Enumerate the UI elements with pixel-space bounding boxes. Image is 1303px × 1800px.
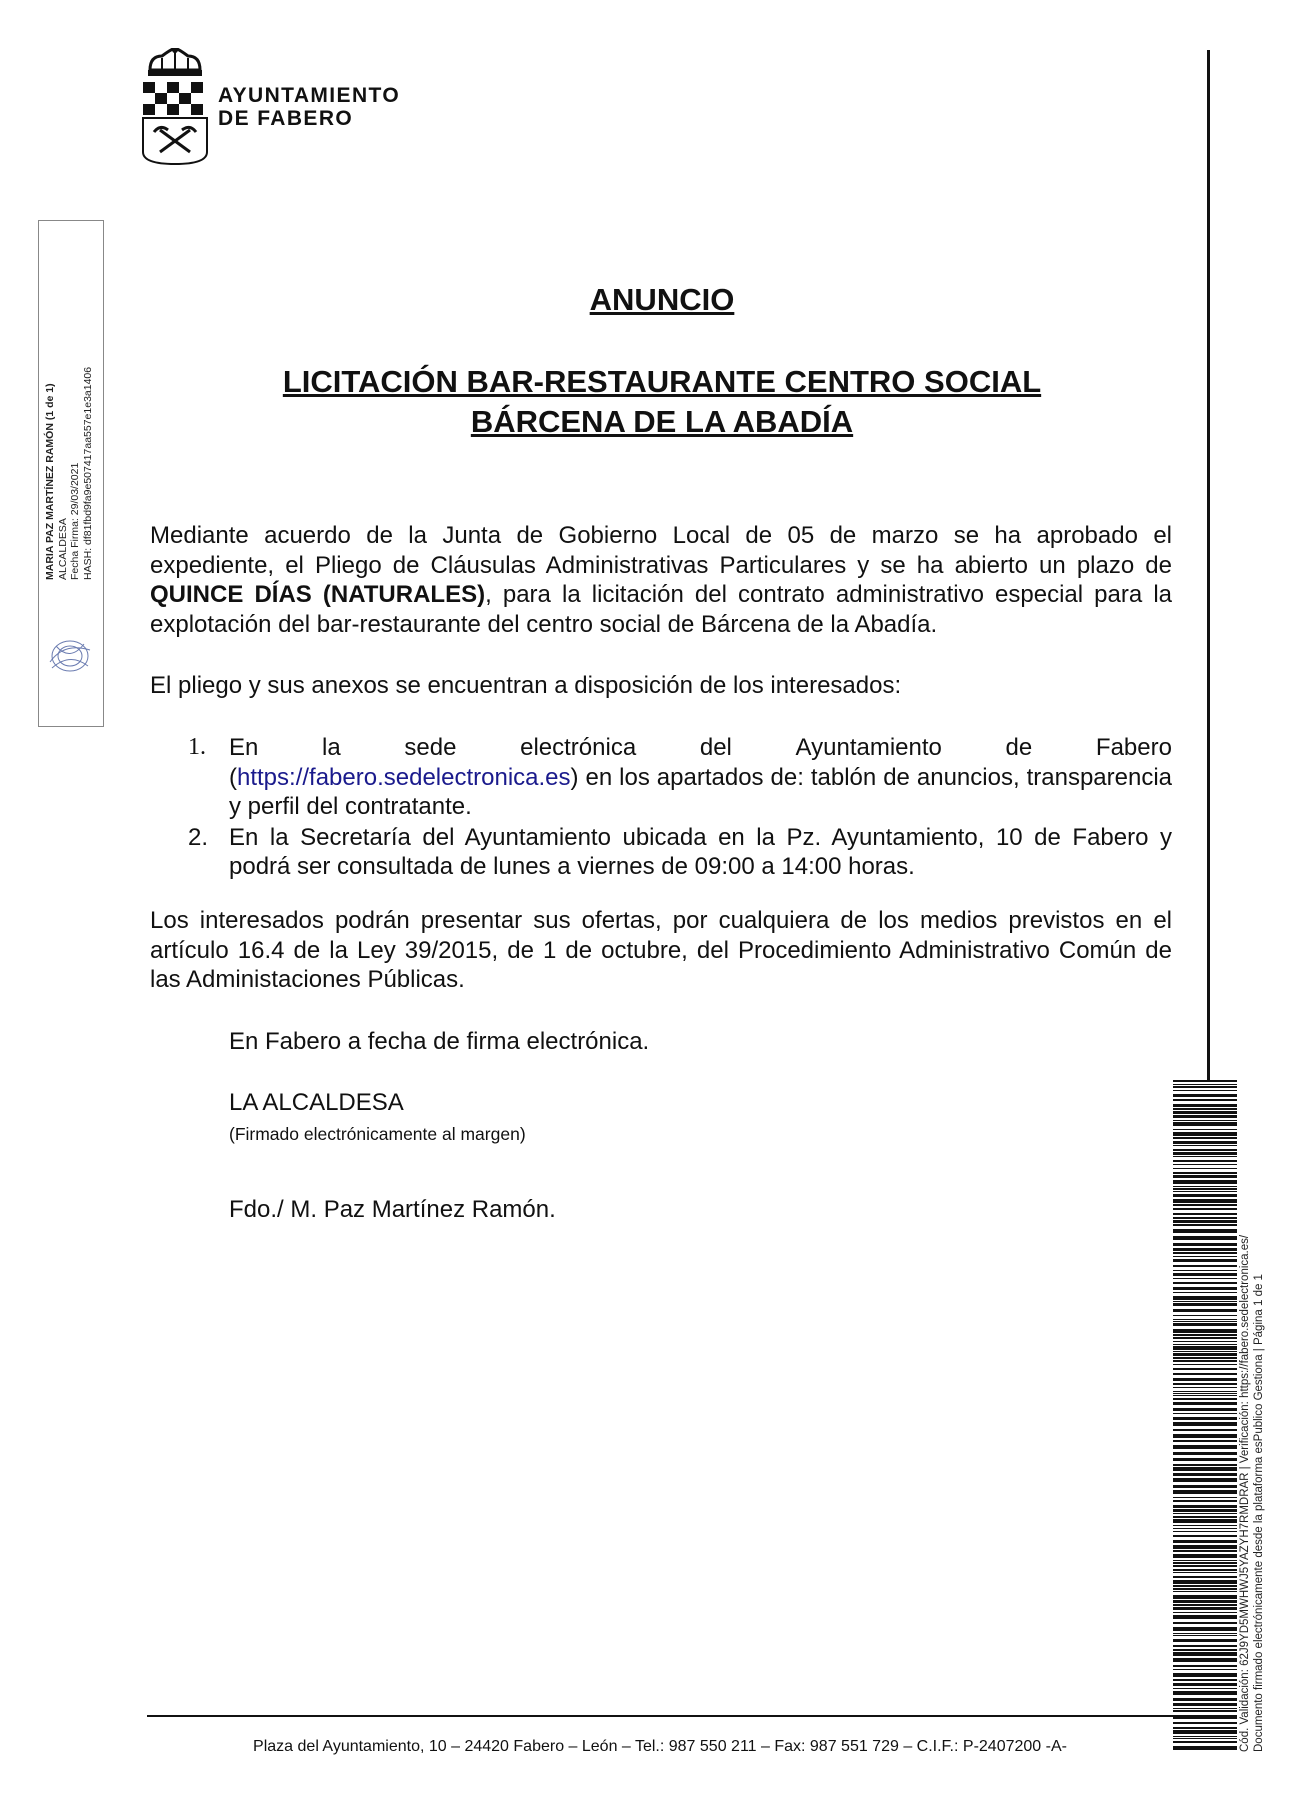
barcode-bar [1173, 1591, 1237, 1592]
barcode-bar [1173, 1395, 1237, 1396]
list-item-number: 1. [188, 734, 206, 760]
barcode-bar [1173, 1208, 1237, 1210]
barcode-bar [1173, 1464, 1237, 1466]
barcode-bar [1173, 1122, 1237, 1126]
barcode-bar [1173, 1160, 1237, 1162]
barcode-bar [1173, 1337, 1237, 1339]
barcode-bar [1173, 1303, 1237, 1306]
barcode-bar [1173, 1373, 1237, 1375]
sede-electronica-link[interactable]: https://fabero.sedelectronica.es [237, 763, 571, 791]
barcode-bar [1173, 1531, 1237, 1532]
barcode-bar [1173, 1673, 1237, 1677]
deadline-emphasis: QUINCE DÍAS (NATURALES) [150, 581, 486, 608]
barcode-bar [1173, 1301, 1237, 1302]
paragraph-offers: Los interesados podrán presentar sus ofertas, por cualquiera de los medios previstos en el artículo 16.4 de la Ley 39/2015, de 1 de octubre, del Procedimiento Administrativo Común de las Administaciones Públicas. [150, 907, 1172, 993]
barcode-bar [1173, 1315, 1237, 1316]
barcode-bar [1173, 1204, 1237, 1206]
barcode-bar [1173, 1172, 1237, 1174]
barcode-bar [1173, 1505, 1237, 1508]
barcode-bar [1173, 1137, 1237, 1139]
barcode-bar [1173, 1473, 1237, 1476]
barcode-bar [1173, 1156, 1237, 1157]
barcode-bar [1173, 1086, 1237, 1088]
barcode-bar [1173, 1516, 1237, 1518]
barcode-bar [1173, 1273, 1237, 1276]
barcode-bar [1173, 1458, 1237, 1461]
barcode-bar [1173, 1353, 1237, 1356]
barcode-bar [1173, 1467, 1237, 1471]
list-item-continuation [229, 763, 1172, 822]
barcode-bar [1173, 1094, 1237, 1097]
barcode-bar [1173, 1309, 1237, 1312]
barcode-bar [1173, 1104, 1237, 1107]
barcode-bar [1173, 1434, 1237, 1438]
barcode-bar [1173, 1334, 1237, 1336]
barcode-bar [1173, 1528, 1237, 1529]
barcode-bar [1173, 1727, 1237, 1729]
barcode-bar [1173, 1497, 1237, 1498]
signer-title: LA ALCALDESA [229, 1089, 404, 1116]
barcode-bar [1173, 1259, 1237, 1262]
barcode-bar [1173, 1550, 1237, 1552]
availability-list [150, 733, 1172, 883]
subtitle-line-2: BÁRCENA DE LA ABADÍA [470, 404, 854, 439]
barcode-bar [1173, 1213, 1237, 1215]
barcode-bar [1173, 1084, 1237, 1085]
barcode-bar [1173, 1607, 1237, 1610]
barcode-bar [1173, 1256, 1237, 1257]
barcode-bar [1173, 1296, 1237, 1300]
barcode-bar [1173, 1199, 1237, 1203]
barcode-bar [1173, 1270, 1237, 1271]
barcode-bar [1173, 1540, 1237, 1543]
barcode-bar [1173, 1730, 1237, 1734]
barcode-bar [1173, 1080, 1237, 1082]
barcode-bar [1173, 1368, 1237, 1370]
verification-platform-line: Documento firmado electrónicamente desde la plataforma esPublico Gestiona | Página 1 de 1 [1253, 1274, 1265, 1752]
barcode-bar [1173, 1120, 1237, 1121]
barcode-bar [1173, 1346, 1237, 1350]
document-subtitle [150, 362, 1174, 442]
barcode-bar [1173, 1649, 1237, 1651]
barcode-bar [1173, 1708, 1237, 1709]
barcode-bar [1173, 1194, 1237, 1197]
barcode-bar [1173, 1278, 1237, 1279]
barcode-bar [1173, 1452, 1237, 1455]
barcode-bar [1173, 1715, 1237, 1719]
barcode-bar [1173, 1108, 1237, 1110]
barcode-bar [1173, 1164, 1237, 1165]
barcode-bar [1173, 1722, 1237, 1724]
list-item-word: electrónica [520, 734, 637, 761]
list-item [150, 823, 1172, 882]
list-item-number: 2. [188, 823, 209, 851]
signer-note: (Firmado electrónicamente al margen) [229, 1124, 526, 1144]
barcode-bar [1173, 1191, 1237, 1192]
barcode-bar [1173, 1604, 1237, 1606]
barcode-bar [1173, 1292, 1237, 1293]
barcode-bar [1173, 1391, 1237, 1392]
barcode-bar [1173, 1180, 1237, 1184]
list-item-text: En la Secretaría del Ayuntamiento ubicada en la Pz. Ayuntamiento, 10 de Fabero y podrá ser consultada de lunes a viernes de 09:00 a 14:00 horas. [229, 823, 1172, 880]
barcode-bar [1173, 1485, 1237, 1488]
barcode-bar [1173, 1417, 1237, 1420]
barcode-bar [1173, 1652, 1237, 1656]
barcode-bar [1173, 1357, 1237, 1359]
barcode-bar [1173, 1282, 1237, 1284]
barcode-bar [1173, 1387, 1237, 1388]
list-item [150, 733, 1172, 822]
barcode-bar [1173, 1224, 1237, 1226]
barcode-bar [1173, 1585, 1237, 1587]
list-item-word: Fabero [1095, 734, 1172, 761]
footer-address: Plaza del Ayuntamiento, 10 – 24420 Fabero – León – Tel.: 987 550 211 – Fax: 987 551 729 – C.I.F.: P-2407200 -A- [253, 1738, 1067, 1755]
barcode-bar [1173, 1576, 1237, 1578]
list-item-word: sede [404, 734, 457, 761]
barcode-bar [1173, 1090, 1237, 1091]
barcode-bar [1173, 1746, 1237, 1750]
barcode-bar [1173, 1378, 1237, 1381]
barcode-bar [1173, 1145, 1237, 1146]
barcode-bar [1173, 1509, 1237, 1512]
barcode-bar [1173, 1186, 1237, 1187]
barcode-bar [1173, 1132, 1237, 1136]
barcode-bar [1173, 1478, 1237, 1482]
paragraph-agreement [150, 521, 1172, 639]
subtitle-line-1: LICITACIÓN BAR-RESTAURANTE CENTRO SOCIAL [282, 364, 1042, 399]
barcode-bar [1173, 1217, 1237, 1219]
logo-line-2: DE FABERO [218, 107, 354, 130]
barcode-bar [1173, 1633, 1237, 1634]
paragraph-agreement-text-1: Mediante acuerdo de la Junta de Gobierno Local de 05 de marzo se ha aprobado el expediente, el Pliego de Cláusulas Administrativas Particulares y se ha abierto un plazo de [150, 522, 1172, 579]
signature-seal-icon [44, 632, 96, 680]
barcode-bar [1173, 1323, 1237, 1326]
barcode-bar [1173, 1351, 1237, 1352]
barcode-bar [1173, 1099, 1237, 1101]
barcode-bar [1173, 1595, 1237, 1599]
barcode-bar [1173, 1679, 1237, 1681]
barcode-bar [1173, 1168, 1237, 1169]
barcode-bar [1173, 1535, 1237, 1537]
barcode-bar [1173, 1129, 1237, 1130]
barcode-bar [1173, 1329, 1237, 1333]
barcode-bar [1173, 1519, 1237, 1523]
barcode-bar [1173, 1360, 1237, 1362]
barcode-bar [1173, 1560, 1237, 1561]
barcode-bar [1173, 1500, 1237, 1502]
validation-barcode [1173, 1080, 1237, 1752]
footer-rule [147, 1715, 1173, 1717]
ayuntamiento-name [218, 84, 400, 130]
logo-line-1: AYUNTAMIENTO [218, 84, 401, 107]
barcode-bar [1173, 1572, 1237, 1573]
barcode-bar [1173, 1413, 1237, 1414]
link-open-paren: ( [229, 763, 237, 791]
barcode-bar [1173, 1152, 1237, 1155]
barcode-bar [1173, 1141, 1237, 1144]
barcode-bar [1173, 1429, 1237, 1431]
barcode-bar [1173, 1248, 1237, 1251]
barcode-bar [1173, 1341, 1237, 1342]
barcode-bar [1173, 1736, 1237, 1737]
barcode-bar [1173, 1321, 1237, 1322]
barcode-bar [1173, 1236, 1237, 1240]
paragraph-agreement-text-2: , para la licitación del contrato administrativo especial para la explotación del bar-restaurante del centro social de Bárcena de la Abadía. [150, 581, 1172, 638]
signature-details [44, 80, 94, 580]
barcode-bar [1173, 1635, 1237, 1636]
barcode-bar [1173, 1440, 1237, 1442]
barcode-bar [1173, 1408, 1237, 1411]
barcode-bar [1173, 1490, 1237, 1494]
place-and-date: En Fabero a fecha de firma electrónica. [229, 1028, 650, 1055]
barcode-bar [1173, 1229, 1237, 1233]
barcode-bar [1173, 1710, 1237, 1712]
list-item-first-line [229, 733, 1172, 763]
barcode-bar [1173, 1525, 1237, 1526]
barcode-bar [1173, 1688, 1237, 1689]
barcode-bar [1173, 1741, 1237, 1743]
barcode-bar [1173, 1600, 1237, 1603]
barcode-bar [1173, 1665, 1237, 1667]
signer-role: ALCALDESA [56, 518, 69, 580]
margin-vertical-rule [1207, 50, 1210, 1080]
barcode-bar [1173, 1569, 1237, 1571]
barcode-bar [1173, 1175, 1237, 1178]
paragraph-availability: El pliego y sus anexos se encuentran a disposición de los interesados: [150, 672, 902, 699]
signer-name: MARIA PAZ MARTÍNEZ RAMÓN (1 de 1) [44, 383, 56, 580]
document-title: ANUNCIO [589, 282, 735, 317]
list-item-rest-text: ) en los apartados de: tablón de anuncios, transparencia y perfil del contratante. [229, 763, 1172, 820]
barcode-bar [1173, 1220, 1237, 1223]
barcode-bar [1173, 1398, 1237, 1400]
barcode-bar [1173, 1149, 1237, 1151]
barcode-bar [1173, 1513, 1237, 1514]
list-item-word: Ayuntamiento [795, 734, 942, 761]
barcode-bar [1173, 1445, 1237, 1449]
barcode-bar [1173, 1115, 1237, 1118]
barcode-bar [1173, 1554, 1237, 1558]
barcode-bar [1173, 1615, 1237, 1619]
barcode-bar [1173, 1588, 1237, 1590]
list-item-word: de [1005, 734, 1033, 761]
barcode-bar [1173, 1698, 1237, 1701]
list-item-word: En [229, 734, 259, 761]
signer-full-name: Fdo./ M. Paz Martínez Ramón. [229, 1196, 556, 1223]
barcode-bar [1173, 1669, 1237, 1670]
barcode-bar [1173, 1393, 1237, 1394]
barcode-bar [1173, 1402, 1237, 1405]
signature-hash: HASH: df81fbd9fa9e507417aa557e1e3a1406 [81, 366, 94, 580]
barcode-bar [1173, 1565, 1237, 1567]
barcode-bar [1173, 1645, 1237, 1647]
barcode-bar [1173, 1622, 1237, 1624]
barcode-bar [1173, 1188, 1237, 1190]
barcode-bar [1173, 1691, 1237, 1695]
barcode-bar [1173, 1683, 1237, 1686]
barcode-bar [1173, 1422, 1237, 1426]
barcode-bar [1173, 1612, 1237, 1613]
barcode-bar [1173, 1627, 1237, 1631]
barcode-bar [1173, 1738, 1237, 1739]
barcode-bar [1173, 1562, 1237, 1564]
barcode-bar [1173, 1252, 1237, 1254]
signature-date: Fecha Firma: 29/03/2021 [69, 462, 81, 580]
list-item-word: del [699, 734, 732, 761]
barcode-bar [1173, 1703, 1237, 1706]
barcode-bar [1173, 1658, 1237, 1662]
barcode-bar [1173, 1639, 1237, 1642]
barcode-bar [1173, 1111, 1237, 1114]
barcode-bar [1173, 1344, 1237, 1345]
verification-code-line: Cód. Validación: 62J9YD5MWHWJ5YAZYH7RMDRAR | Verificación: https://fabero.sedelectronica.es/ [1239, 1234, 1251, 1752]
list-item-word: la [322, 734, 341, 761]
barcode-bar [1173, 1265, 1237, 1267]
barcode-bar [1173, 1287, 1237, 1290]
barcode-bar [1173, 1243, 1237, 1246]
barcode-bar [1173, 1319, 1237, 1320]
barcode-bar [1173, 1545, 1237, 1549]
barcode-bar [1173, 1364, 1237, 1365]
barcode-bar [1173, 1383, 1237, 1385]
verification-text [1238, 1052, 1266, 1752]
barcode-bar [1173, 1580, 1237, 1584]
